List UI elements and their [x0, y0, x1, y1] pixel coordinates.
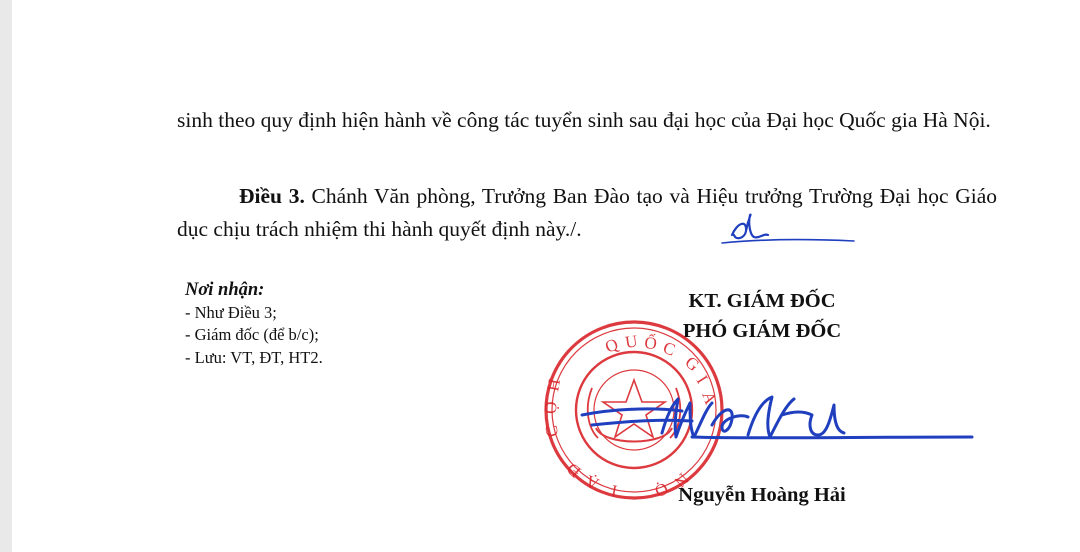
svg-text:U: U: [623, 331, 639, 352]
svg-text:C: C: [541, 424, 562, 439]
initials-mark: [712, 205, 872, 250]
svg-text:I: I: [609, 481, 619, 501]
svg-text:Đ: Đ: [562, 459, 585, 482]
handwritten-signature: [572, 385, 982, 455]
body-paragraph: sinh theo quy định hiện hành về công tác tuyển sinh sau đại học của Đại học Quốc gia Hà Nội.: [177, 108, 991, 132]
signer-name: Nguyễn Hoàng Hải: [678, 484, 846, 506]
article-3-label: Điều 3.: [239, 184, 305, 208]
svg-text:Ạ: Ạ: [582, 471, 602, 494]
recipients-heading: Nơi nhận:: [185, 280, 265, 300]
recipients-block: [185, 279, 323, 369]
svg-text:A: A: [698, 388, 721, 407]
document-page: [12, 0, 1080, 552]
svg-text:G: G: [681, 352, 704, 375]
recipient-item: - Lưu: VT, ĐT, HT2.: [185, 347, 323, 367]
svg-text:Ố: Ố: [643, 333, 658, 354]
svg-text:N: N: [670, 469, 693, 492]
article-3-text: Chánh Văn phòng, Trưởng Ban Đào tạo và Hiệu trưởng Trường Đại học Giáo dục chịu trách nhiệm thi hành quyết định này./.: [177, 184, 997, 241]
svg-text:I: I: [692, 372, 712, 387]
signature-title-2: PHÓ GIÁM ĐỐC: [682, 320, 842, 342]
svg-text:C: C: [660, 337, 678, 360]
recipient-item: - Giám đốc (để b/c);: [185, 325, 319, 344]
svg-text:Ọ: Ọ: [541, 401, 561, 415]
svg-text:Q: Q: [602, 334, 621, 357]
svg-text:Ọ: Ọ: [651, 478, 672, 502]
svg-text:H: H: [543, 377, 565, 393]
recipient-item: - Như Điều 3;: [185, 302, 277, 322]
article-3-paragraph: [177, 180, 997, 246]
signature-title-1: KT. GIÁM ĐỐC: [688, 290, 836, 312]
